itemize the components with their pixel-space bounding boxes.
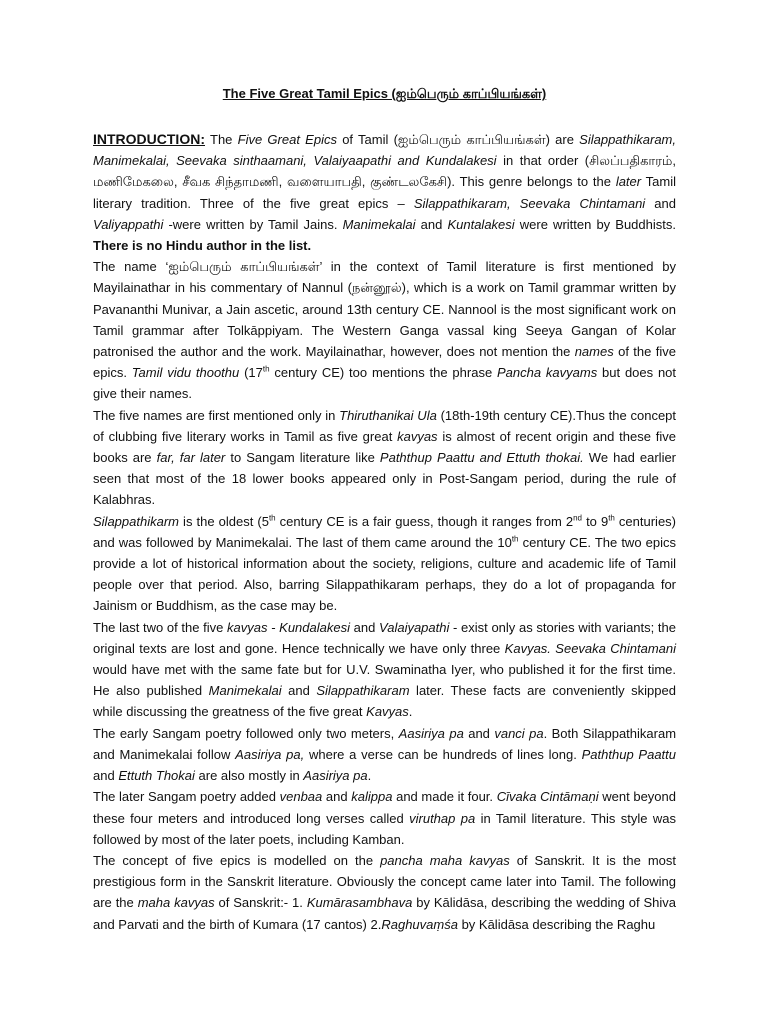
italic-run: Ettuth Thokai: [118, 768, 195, 784]
text-run: and: [645, 195, 676, 211]
italic-run: Cīvaka Cintāmaṇi: [496, 789, 599, 805]
text-run: to Sangam literature like: [225, 450, 380, 466]
superscript-run: th: [608, 513, 615, 523]
text-run: of the five epics.: [93, 344, 676, 381]
italic-run: Silappathikaram, Manimekalai, Seevaka sinthaamani, Valaiyaapathi and Kundalakesi: [93, 132, 676, 169]
paragraph-name-origin: [93, 256, 676, 404]
italic-run: viruthap pa: [409, 810, 476, 826]
text-run: are also mostly in: [194, 768, 304, 784]
text-run: The concept of five epics is modelled on the: [93, 852, 381, 868]
italic-run: Valaiyapathi: [379, 619, 450, 635]
text-run: of Sanskrit:- 1.: [214, 895, 307, 911]
italic-run: Aasiriya pa,: [235, 746, 305, 762]
text-run: to 9: [582, 513, 609, 529]
text-run: in that order (சிலப்பதிகாரம், மணிமேகலை, சீவக சிந்தாமணி, வளையாபதி, குண்டலகேசி). This genre belongs to the: [93, 153, 676, 190]
superscript-run: th: [268, 513, 276, 523]
italic-run: vanci pa: [494, 725, 544, 741]
text-run: century CE) too mentions the phrase: [269, 365, 497, 381]
document-title: The Five Great Tamil Epics (ஐம்பெரும் காப்பியங்கள்): [222, 86, 547, 101]
text-run: .: [408, 704, 413, 720]
italic-run: Kavyas. Seevaka Chintamani: [504, 640, 677, 656]
italic-run: Paththup Paattu: [581, 746, 677, 762]
text-run: where a verse can be hundreds of lines long.: [304, 746, 582, 762]
italic-run: Kavyas: [366, 704, 409, 720]
italic-run: kalippa: [351, 789, 393, 805]
text-run: in Tamil literature. This style was followed by most of the later poets, including Kamban.: [93, 810, 676, 847]
italic-run: Pancha kavyams: [497, 365, 598, 381]
paragraph-sanskrit-model: [93, 850, 676, 935]
italic-run: Aasiriya pa: [303, 768, 368, 784]
text-run: . Both Silappathikaram and Manimekalai follow: [93, 725, 677, 762]
italic-run: Kuntalakesi: [447, 216, 515, 232]
text-run: and: [415, 216, 448, 232]
italic-run: Thiruthanikai Ula: [339, 407, 437, 423]
italic-run: Silappathikaram: [316, 683, 410, 699]
italic-run: Manimekalai: [208, 683, 282, 699]
text-run: and: [93, 768, 119, 784]
text-run: The name ‘ஐம்பெரும் காப்பியங்கள்’ in the context of Tamil literature is first mentioned by Mayilainathar in his commentary of Nannul (நன்னூல்), which is a work on Tamil grammar written by Pavananthi Munivar, a Jain ascetic, around 13th century CE. Nannool is the most significant work on Tamil grammar after Tolkāppiyam. The Western Ganga vassal king Seeya Gangan of Kolar patronised the author and the work. Mayilainathar, however, does not mention the: [93, 259, 676, 360]
bold-run: There is no Hindu author in the list.: [93, 238, 312, 254]
text-run: The later Sangam poetry added: [93, 789, 280, 805]
italic-run: Paththup Paattu and Ettuth thokai.: [379, 450, 584, 466]
text-run: would have met with the same fate but for U.V. Swaminatha Iyer, who published it for the first time. He also published: [93, 662, 676, 699]
text-run: went beyond these four meters and introduced long verses called: [93, 789, 676, 826]
italic-run: pancha maha kavyas: [380, 852, 510, 868]
paragraph-later-meters: [93, 786, 676, 850]
italic-run: Raghuvaṃśa: [381, 916, 458, 932]
text-run: by Kālidāsa, describing the wedding of Shiva and Parvati and the birth of Kumara (17 cantos) 2.: [93, 895, 676, 932]
text-run: and: [463, 725, 495, 741]
text-run: Tamil literary tradition. Three of the five great epics –: [93, 174, 677, 211]
text-run: .: [367, 768, 372, 784]
italic-run: kavyas: [397, 428, 438, 444]
text-run: -were written by Tamil Jains.: [163, 216, 343, 232]
text-run: of Tamil (ஐம்பெரும் காப்பியங்கள்) are: [336, 132, 580, 147]
italic-run: maha kavyas: [137, 895, 215, 911]
text-run: of Sanskrit. It is the most prestigious form in the Sanskrit literature. Obviously the concept came later into Tamil. The following are the: [93, 852, 676, 911]
text-run: century CE is a fair guess, though it ranges from 2: [275, 513, 574, 529]
text-run: (17: [239, 365, 263, 381]
text-run: were written by Buddhists.: [514, 216, 676, 232]
superscript-run: nd: [573, 513, 583, 523]
paragraph-early-meters: [93, 723, 676, 787]
superscript-run: th: [262, 364, 270, 374]
italic-run: venbaa: [279, 789, 323, 805]
text-run: and: [281, 683, 317, 699]
text-run: centuries) and was followed by Manimekalai. The last of them came around the 10: [93, 513, 677, 550]
text-run: but does not give their names.: [93, 365, 677, 402]
text-run: We had earlier seen that most of the 18 lower books appeared only in Post-Sangam period, during the rule of Kalabhras.: [93, 450, 677, 508]
text-run: and: [322, 789, 352, 805]
text-run: (18th-19th century CE).Thus the concept of clubbing five literary works in Tamil as five great: [93, 407, 677, 444]
text-run: later. These facts are conveniently skipped while discussing the greatness of the five great: [93, 683, 676, 720]
italic-run: Silappathikarm: [93, 513, 179, 529]
paragraph-chronology: [93, 511, 676, 617]
text-run: - exist only as stories with variants; the original texts are lost and gone. Hence technically we have only three: [93, 619, 676, 656]
paragraph-first-mention: [93, 405, 676, 511]
italic-run: Kumārasambhava: [306, 895, 413, 911]
italic-run: names: [574, 344, 614, 360]
text-run: by Kālidāsa describing the Raghu: [457, 916, 656, 932]
text-run: The five names are first mentioned only in: [93, 407, 340, 423]
paragraph-introduction: [93, 129, 676, 256]
text-run: The early Sangam poetry followed only two meters,: [93, 725, 399, 741]
paragraph-lost-texts: [93, 617, 676, 723]
italic-run: Five Great Epics: [237, 132, 337, 147]
italic-run: Tamil vidu thoothu: [131, 365, 240, 381]
text-run: The last two of the five: [93, 619, 228, 635]
italic-run: Manimekalai: [342, 216, 416, 232]
text-run: century CE. The two epics provide a lot of historical information about the society, religions, culture and academic life of Tamil people over that period. Also, barring Silappathikaram perhaps, they do a lot of propaganda for Jainism or Buddhism, as the case may be.: [93, 534, 676, 614]
italic-run: kavyas - Kundalakesi: [227, 619, 350, 635]
text-run: and made it four.: [392, 789, 497, 805]
italic-run: Valiyappathi: [93, 216, 164, 232]
introduction-label: INTRODUCTION:: [93, 131, 205, 147]
text-run: is the oldest (5: [179, 513, 269, 529]
text-run: is almost of recent origin and these five books are: [93, 428, 676, 466]
italic-run: Aasiriya pa: [398, 725, 464, 741]
text-run: and: [350, 619, 380, 635]
text-run: The: [205, 132, 238, 147]
italic-run: far, far later: [156, 450, 226, 466]
italic-run: later: [615, 174, 642, 190]
italic-run: Silappathikaram, Seevaka Chintamani: [413, 195, 646, 211]
superscript-run: th: [511, 534, 519, 544]
